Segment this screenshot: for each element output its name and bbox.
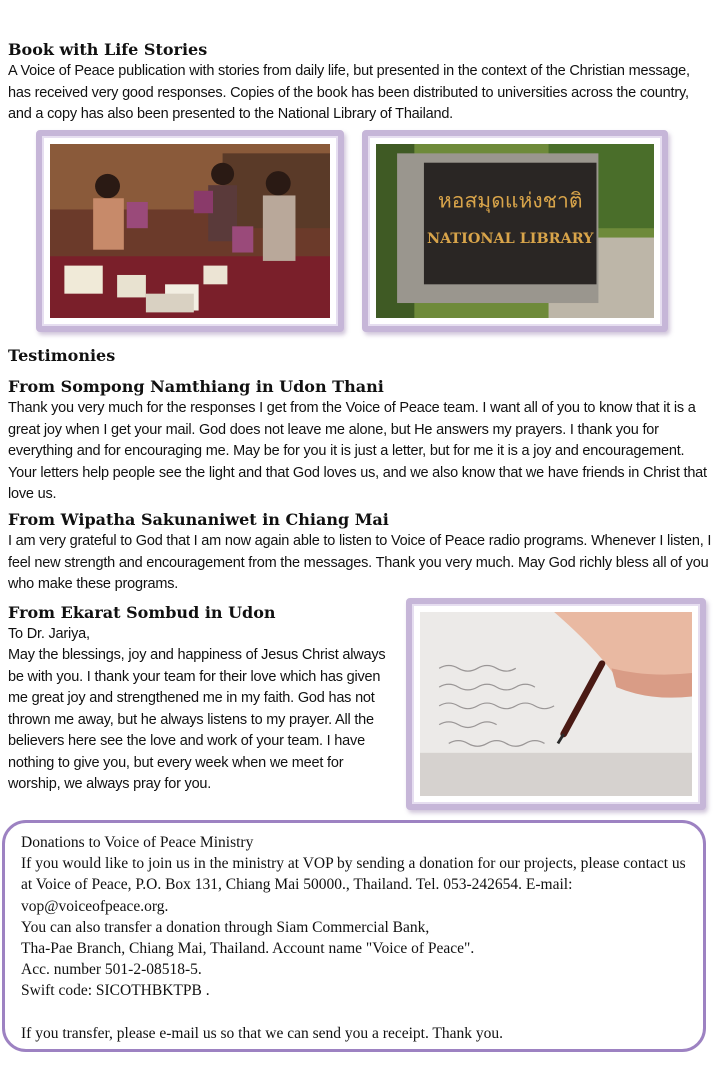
- library-sign-english: NATIONAL LIBRARY: [426, 231, 594, 248]
- donation-title: Donations to Voice of Peace Ministry: [21, 834, 254, 851]
- testimony-salutation: To Dr. Jariya,: [8, 626, 90, 642]
- donation-text: Tha-Pae Branch, Chiang Mai, Thailand. Account name "Voice of Peace".: [21, 940, 475, 958]
- testimony-body: I am very grateful to God that I am now again able to listen to Voice of Peace radio programs. Whenever I listen, I feel new strength and encouragement from the messages. Thank you very much. May God richly bless all of you who make these programs.: [8, 533, 712, 592]
- book-distribution-photo: [36, 130, 344, 332]
- testimony-heading: From Sompong Namthiang in Udon Thani: [8, 377, 384, 396]
- national-library-photo: [362, 130, 668, 332]
- testimony-body: Thank you very much for the responses I get from the Voice of Peace team. I want all of you to know that it is a great joy when I get your mail. God does not leave me alone, but He answers my prayers. I thank you for everything and for encouraging me. May be for you it is just a letter, but for me it is a joy and encouragement. Your letters help people see the light and that God loves us, and we also know that we have friends in Christ that love us.: [8, 400, 707, 502]
- donation-footer: If you transfer, please e-mail us so that we can send you a receipt. Thank you.: [21, 1024, 504, 1042]
- donation-box: [2, 820, 706, 1052]
- donation-text: If you would like to join us in the ministry at VOP by sending a donation for our projects, please contact us at Voice of Peace, P.O. Box 131, Chiang Mai 50000., Thailand. Tel. 053-242654. E-mail: vop@voiceofpeace.org.: [21, 855, 686, 915]
- donation-text: Swift code: SICOTHBKTPB .: [21, 982, 210, 1000]
- handwriting-photo: [406, 598, 706, 810]
- testimony-body: May the blessings, joy and happiness of Jesus Christ always be with you. I thank your team for their love which has given me great joy and strengthened me in my faith. God has not thrown me away, but he always listens to my prayer. All the believers here see the love and work of your team. I have nothing to give you, but every week when we meet for worship, we always pray for you.: [8, 647, 386, 792]
- testimony-heading: From Ekarat Sombud in Udon: [8, 603, 276, 622]
- book-heading: Book with Life Stories: [8, 40, 208, 59]
- testimonies-heading: Testimonies: [8, 346, 116, 365]
- testimony-heading: From Wipatha Sakunaniwet in Chiang Mai: [8, 510, 389, 529]
- library-sign-thai: หอสมุดแห่งชาติ: [437, 188, 583, 213]
- donation-text: You can also transfer a donation through Siam Commercial Bank,: [21, 918, 430, 936]
- donation-text: Acc. number 501-2-08518-5.: [21, 961, 202, 979]
- book-body: A Voice of Peace publication with stories from daily life, but presented in the context of the Christian message, has received very good responses. Copies of the book has been distributed to universities across the country, and a copy has also been presented to the National Library of Thailand.: [8, 63, 690, 122]
